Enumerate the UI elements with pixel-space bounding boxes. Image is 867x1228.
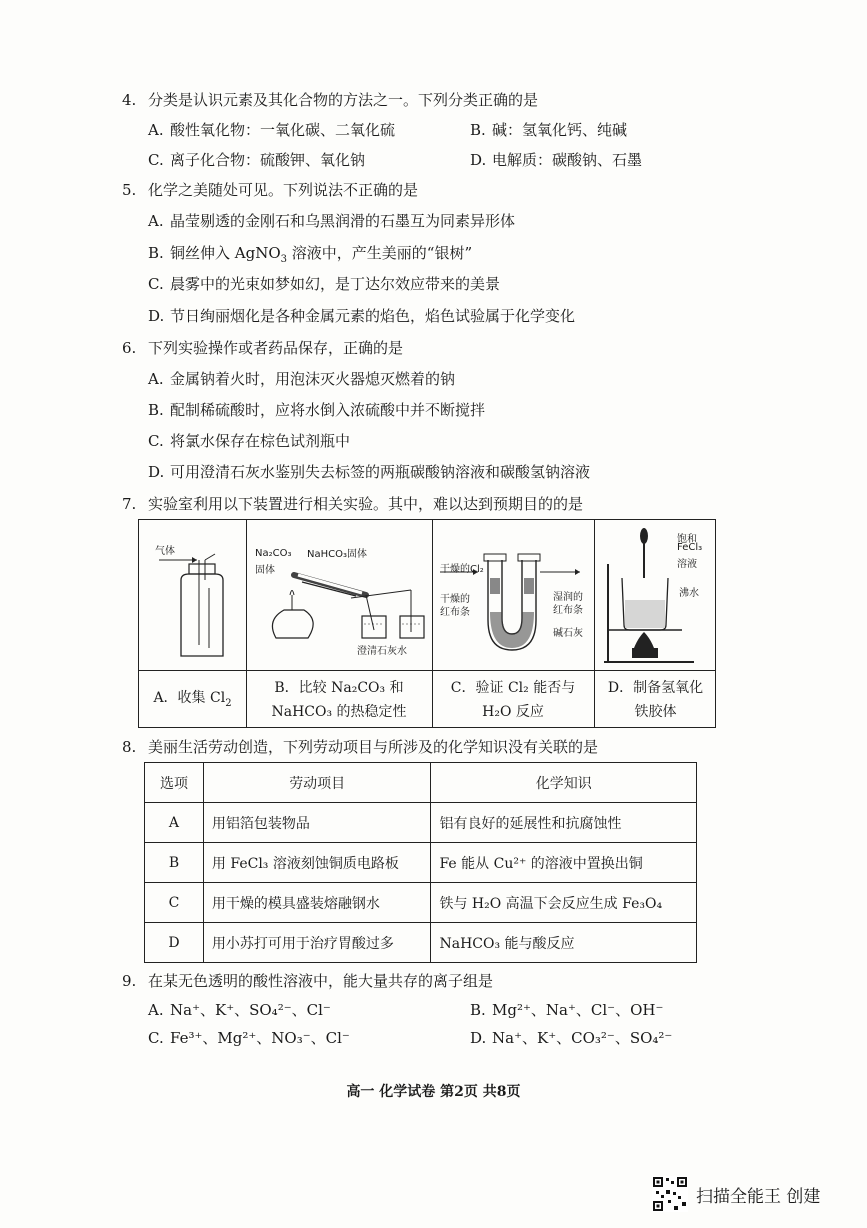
solution-label: 溶液 [677, 559, 697, 570]
option-text: Fe³⁺、Mg²⁺、NO₃⁻、Cl⁻ [170, 1029, 350, 1047]
option-text: 晶莹剔透的金刚石和乌黑润滑的石墨互为同素异形体 [170, 212, 516, 230]
q5-option-d [148, 305, 575, 326]
option-label: A. [148, 212, 164, 230]
question-text: 化学之美随处可见。下列说法不正确的是 [148, 181, 419, 199]
qr-code-icon [652, 1176, 688, 1212]
soda-lime-label: 碱石灰 [553, 628, 583, 639]
option-text: 离子化合物：硫酸钾、氧化钠 [170, 151, 366, 169]
question-9-stem [122, 970, 493, 991]
option-text: 节日绚丽烟化是各种金属元素的焰色，焰色试验属于化学变化 [170, 307, 576, 325]
q6-option-d [148, 461, 590, 482]
option-label: C. [148, 432, 164, 450]
caption-d [594, 676, 717, 724]
q5-option-c [148, 273, 500, 294]
scanner-watermark [652, 1174, 852, 1214]
wet-label: 湿润的 [553, 592, 583, 603]
limewater-label: 澄清石灰水 [357, 646, 407, 657]
knowledge-cell: NaHCO₃ 能与酸反应 [431, 923, 697, 963]
option-cell: D [145, 923, 204, 963]
labor-cell: 用干燥的模具盛装熔融钢水 [203, 883, 431, 923]
labor-knowledge-table [144, 762, 697, 963]
option-text: Mg²⁺、Na⁺、Cl⁻、OH⁻ [492, 1001, 664, 1019]
q4-option-d [470, 149, 642, 170]
column-header: 选项 [145, 763, 204, 803]
option-text: 金属钠着火时，用泡沫灭火器熄灭燃着的钠 [170, 370, 456, 388]
solid-label: 固体 [255, 565, 275, 576]
option-label: D. [470, 1029, 487, 1047]
caption-c [432, 676, 594, 724]
option-cell: C [145, 883, 204, 923]
option-label: C. [148, 1029, 164, 1047]
knowledge-cell: Fe 能从 Cu²⁺ 的溶液中置换出铜 [431, 843, 697, 883]
question-5-stem [122, 179, 418, 200]
option-cell: B [145, 843, 204, 883]
table-row [145, 803, 697, 843]
apparatus-table [138, 519, 716, 728]
option-label: A. [148, 121, 164, 139]
q9-option-d [470, 1027, 672, 1048]
question-number: 9. [122, 972, 137, 990]
column-header: 化学知识 [431, 763, 697, 803]
subscript: 2 [225, 697, 232, 709]
table-header-row [145, 763, 697, 803]
labor-cell: 用 FeCl₃ 溶液刻蚀铜质电路板 [203, 843, 431, 883]
option-label: B. [470, 121, 486, 139]
question-6-stem [122, 337, 403, 358]
caption-b [246, 676, 432, 724]
question-text: 分类是认识元素及其化合物的方法之一。下列分类正确的是 [148, 91, 539, 109]
q6-option-a [148, 368, 455, 389]
table-row [145, 843, 697, 883]
nahco3-label: NaHCO₃固体 [307, 549, 367, 560]
question-text: 在某无色透明的酸性溶液中，能大量共存的离子组是 [148, 972, 494, 990]
option-label: B. [148, 244, 164, 262]
q4-option-b [470, 119, 627, 140]
q4-option-a [148, 119, 395, 140]
option-text: 可用澄清石灰水鉴别失去标签的两瓶碳酸钠溶液和碳酸氢钠溶液 [170, 463, 591, 481]
saturated-label: 饱和 [677, 534, 697, 545]
q9-option-c [148, 1027, 350, 1048]
question-7-stem [122, 493, 583, 514]
gas-label: 气体 [155, 546, 175, 557]
option-label: C. [148, 275, 164, 293]
q5-option-b [148, 242, 472, 263]
labor-cell: 用铝箔包装物品 [203, 803, 431, 843]
caption-line: NaHCO₃ 的热稳定性 [271, 704, 407, 720]
subscript: 3 [280, 254, 288, 265]
option-text: 将氯水保存在棕色试剂瓶中 [170, 432, 351, 450]
option-text: Na⁺、K⁺、SO₄²⁻、Cl⁻ [170, 1001, 331, 1019]
knowledge-cell: 铁与 H₂O 高温下会反应生成 Fe₃O₄ [431, 883, 697, 923]
column-header: 劳动项目 [203, 763, 431, 803]
option-text: Na⁺、K⁺、CO₃²⁻、SO₄²⁻ [492, 1029, 673, 1047]
option-label: D. [148, 463, 165, 481]
boiling-water-label: 沸水 [679, 588, 699, 599]
fecl3-label: FeCl₃ [677, 542, 703, 553]
q9-option-b [470, 999, 663, 1020]
caption-line: C．验证 Cl₂ 能否与 [450, 680, 576, 696]
option-label: A. [148, 370, 164, 388]
knowledge-cell: 铝有良好的延展性和抗腐蚀性 [431, 803, 697, 843]
caption-a [139, 686, 246, 710]
option-text: 碱：氢氧化钙、纯碱 [492, 121, 628, 139]
question-number: 5. [122, 181, 137, 199]
na2co3-label: Na₂CO₃ [255, 548, 292, 559]
option-text: 电解质：碳酸钠、石墨 [492, 151, 643, 169]
question-text: 实验室利用以下装置进行相关实验。其中，难以达到预期目的的是 [148, 495, 584, 513]
q4-option-c [148, 149, 365, 170]
question-8-stem [122, 736, 598, 757]
q9-option-a [148, 999, 331, 1020]
option-text: 配制稀硫酸时，应将水倒入浓硫酸中并不断搅拌 [170, 401, 486, 419]
option-label: B. [470, 1001, 486, 1019]
option-label: B. [148, 401, 164, 419]
q5-option-a [148, 210, 515, 231]
red-cloth-label: 红布条 [440, 607, 470, 618]
question-number: 7. [122, 495, 137, 513]
caption-line: B．比较 Na₂CO₃ 和 [274, 680, 404, 696]
caption-line: D．制备氢氧化 [607, 680, 704, 696]
dry-label: 干燥的 [440, 594, 470, 605]
question-number: 6. [122, 339, 137, 357]
question-text: 美丽生活劳动创造，下列劳动项目与所涉及的化学知识没有关联的是 [148, 738, 599, 756]
dry-cl2-label: 干燥的Cl₂ [440, 564, 484, 575]
question-number: 4. [122, 91, 137, 109]
caption-line: H₂O 反应 [482, 704, 544, 720]
labor-cell: 用小苏打可用于治疗胃酸过多 [203, 923, 431, 963]
option-text: 铜丝伸入 AgNO [170, 244, 281, 262]
option-label: D. [470, 151, 487, 169]
option-text: 酸性氧化物：一氧化碳、二氧化硫 [170, 121, 396, 139]
caption-line: 铁胶体 [634, 704, 677, 720]
q6-option-c [148, 430, 350, 451]
option-text: 溶液中，产生美丽的“银树” [287, 244, 473, 262]
question-text: 下列实验操作或者药品保存，正确的是 [148, 339, 404, 357]
option-label: A. [148, 1001, 164, 1019]
table-row [145, 883, 697, 923]
option-text: 晨雾中的光束如梦如幻，是丁达尔效应带来的美景 [170, 275, 501, 293]
q6-option-b [148, 399, 485, 420]
page-footer: 高一 化学试卷 第2页 共8页 [346, 1084, 521, 1100]
option-cell: A [145, 803, 204, 843]
question-number: 8. [122, 738, 137, 756]
caption-text: A．收集 Cl [153, 690, 226, 706]
option-label: C. [148, 151, 164, 169]
red-cloth-label: 红布条 [553, 605, 583, 616]
watermark-text: 扫描全能王 创建 [696, 1187, 821, 1207]
table-row [145, 923, 697, 963]
option-label: D. [148, 307, 165, 325]
question-4-stem [122, 89, 538, 110]
